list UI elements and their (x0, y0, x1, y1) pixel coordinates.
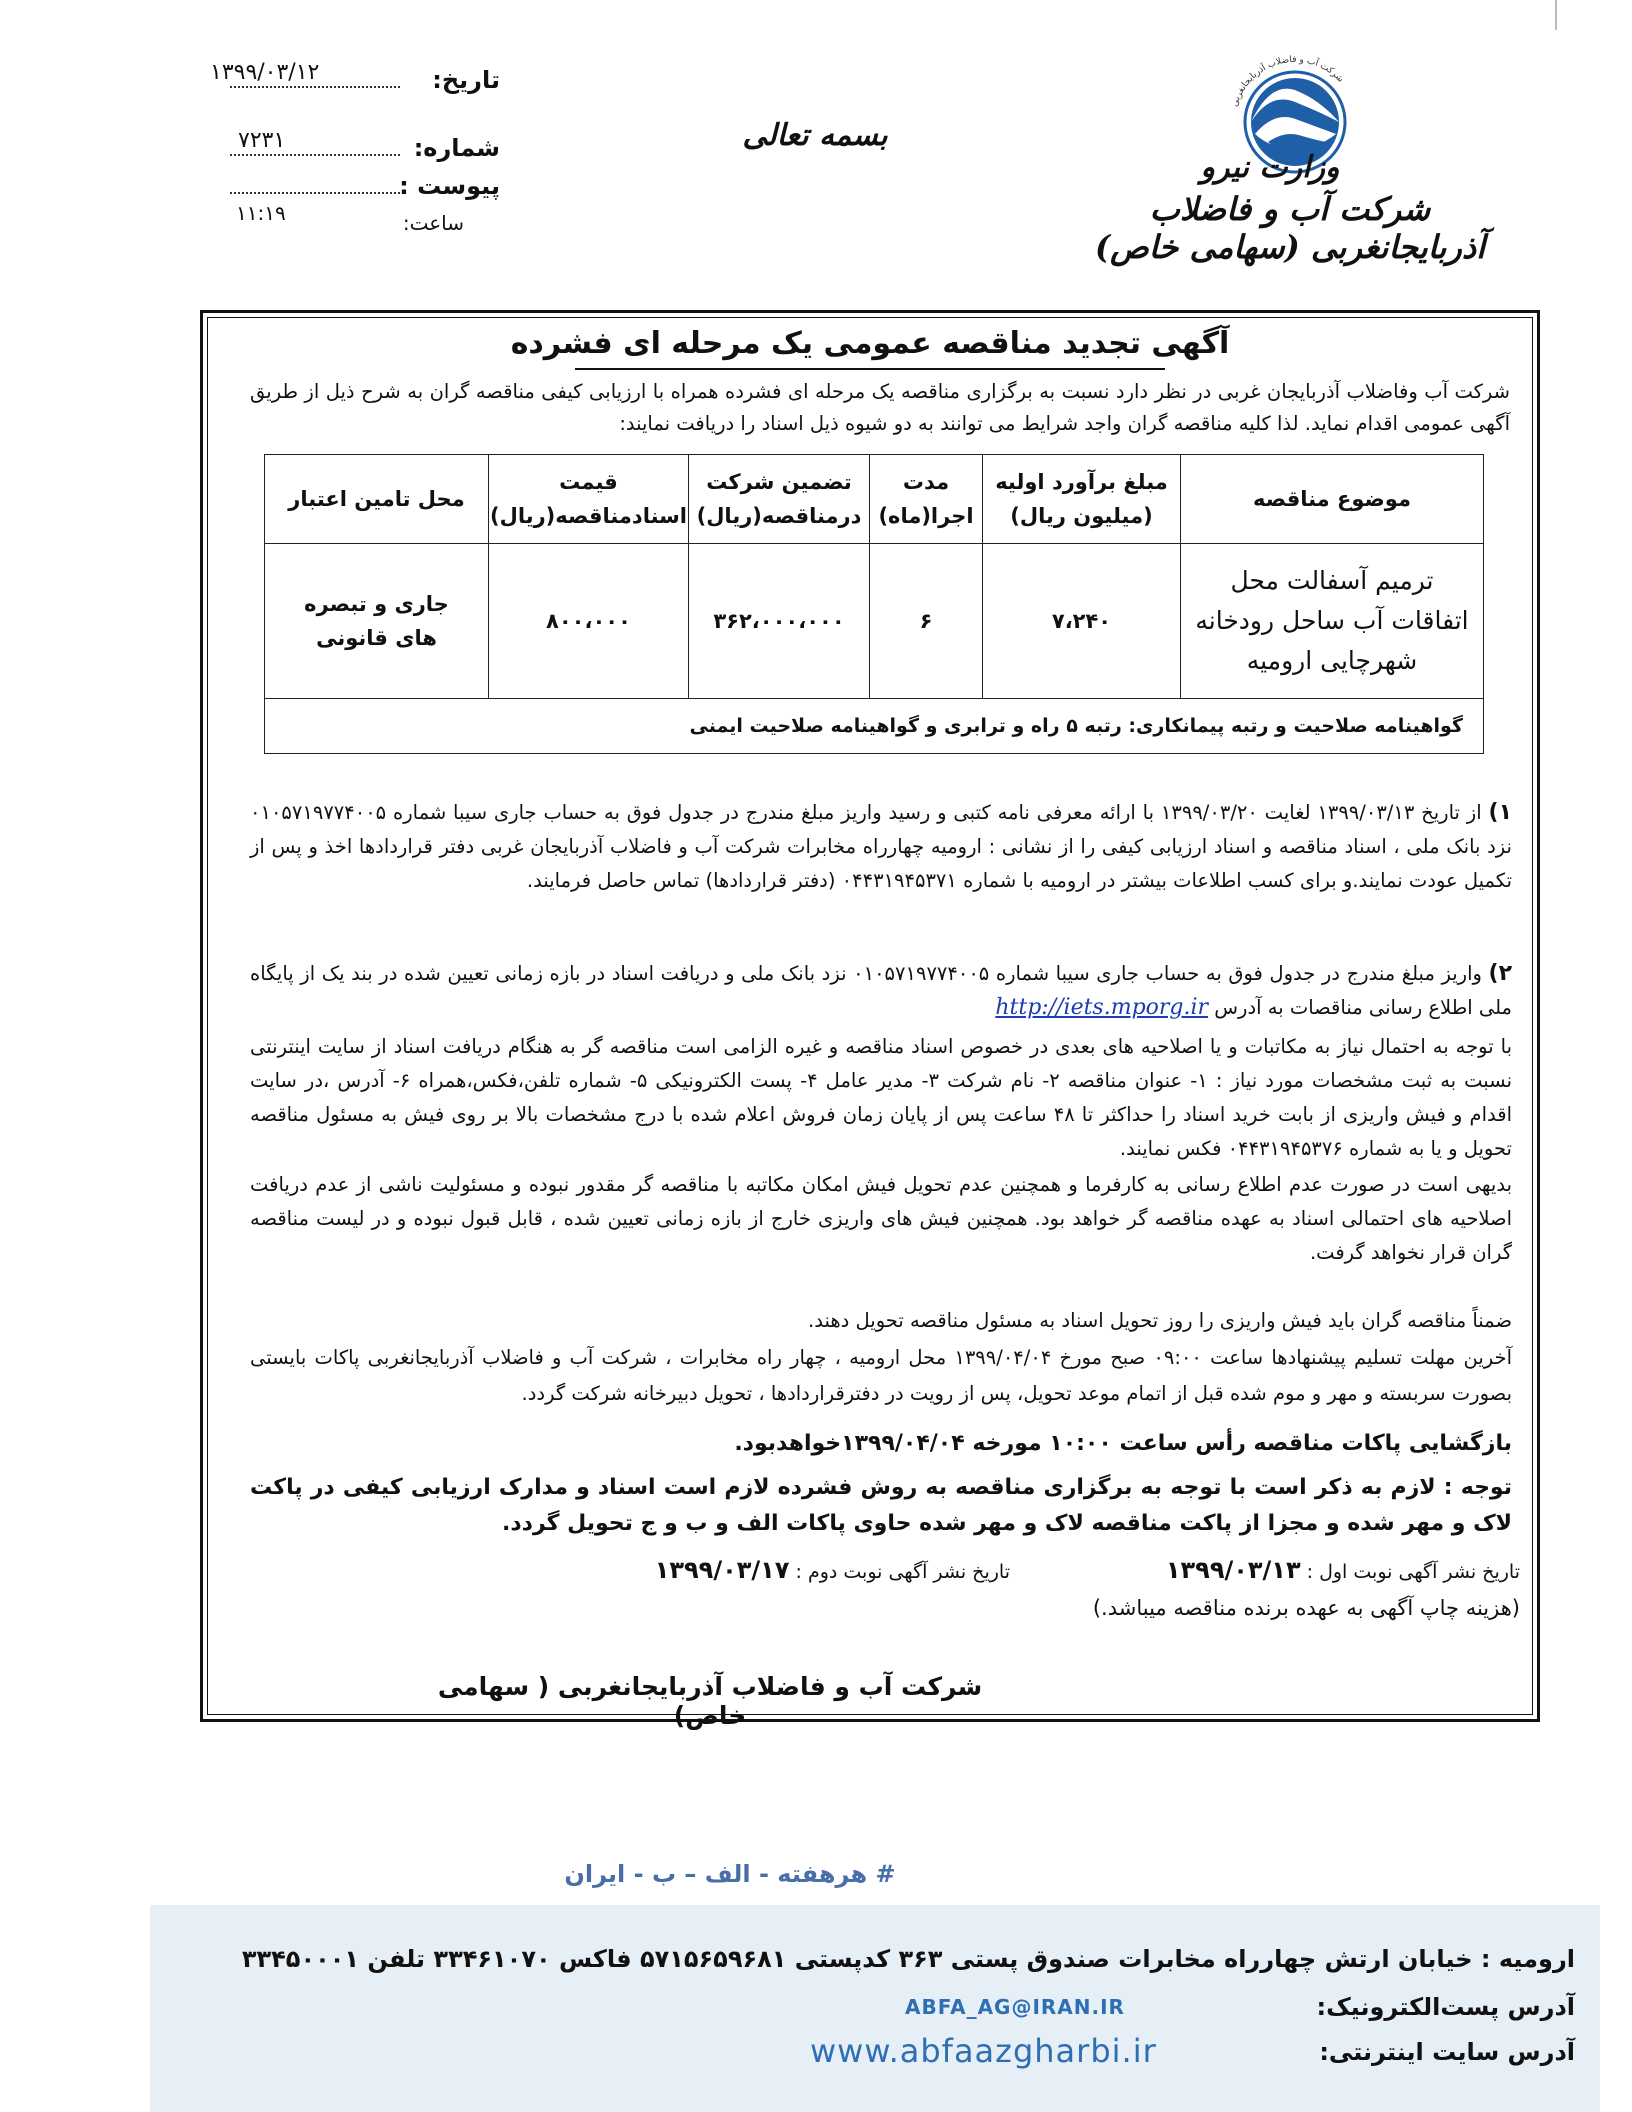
signature-company: شرکت آب و فاضلاب آذربایجانغربی ( سهامی خاص) (437, 1672, 983, 1730)
qualification-cell: گواهینامه صلاحیت و رتبه پیمانکاری: رتبه ۵ راه و ترابری و گواهینامه صلاحیت ایمنی (265, 699, 1484, 754)
intro-paragraph: شرکت آب وفاضلاب آذربایجان غربی در نظر دارد نسبت به برگزاری مناقصه یک مرحله ای فشرده همراه با ارزیابی کیفی مناقصه گران به شرح ذیل از طریق آگهی عمومی اقدام نماید. لذا کلیه مناقصه گران واجد شرایط می توانند به دو شیوه ذیل اسناد را دریافت نمایند: (250, 380, 1510, 435)
cell-duration: ۶ (870, 544, 983, 699)
header-funding: محل تامین اعتبار (265, 455, 489, 544)
scan-edge (1555, 0, 1557, 30)
date-value: ۱۳۹۹/۰۳/۱۲ (210, 60, 320, 85)
table-header-row (265, 455, 1484, 544)
pub2-date: ۱۳۹۹/۰۳/۱۷ (654, 1556, 790, 1584)
attachment-label: پیوست : (399, 172, 500, 200)
notice-title: آگهی تجدید مناقصه عمومی یک مرحله ای فشرده (510, 326, 1230, 361)
time-row (200, 201, 500, 245)
paragraph-receipt: ضمناً مناقصه گران باید فیش واریزی را روز تحویل اسناد به مسئول مناقصه تحویل دهند. (808, 1309, 1512, 1332)
company-name: شرکت آب و فاضلاب آذربایجانغربی (سهامی خاص) (1094, 190, 1486, 266)
header-guarantee: تضمین شرکت درمناقصه(ریال) (689, 455, 870, 544)
paragraph-note: توجه : لازم به ذکر است با توجه به برگزاری مناقصه به روش فشرده لازم است اسناد و مدارک ارزیابی کیفی در پاکت لاک و مهر شده و مجزا از پاکت مناقصه لاک و مهر شده حاوی پاکات الف و ب و ج تحویل گردد. (250, 1475, 1512, 1536)
time-label: ساعت: (402, 211, 464, 235)
time-value: ۱۱:۱۹ (236, 201, 286, 225)
bismillah: بسمه تعالی (742, 118, 888, 153)
printing-cost-note: (هزینه چاپ آگهی به عهده برنده مناقصه میباشد.) (1092, 1596, 1520, 1620)
cell-estimate: ۷،۲۴۰ (983, 544, 1181, 699)
tender-table (264, 454, 1484, 754)
number-label: شماره: (413, 134, 500, 162)
paragraph-requirements: با توجه به احتمال نیاز به مکاتبات و یا اصلاحیه های بعدی در خصوص اسناد مناقصه و غیره الزامی است مناقصه گر به هنگام دریافت اسناد از سایت اینترنتی نسبت به ثبت مشخصات مورد نیاز : ۱- عنوان مناقصه ۲- نام شرکت ۳- مدیر عامل ۴- پست الکترونیکی ۵- شماره تلفن،فکس،همراه ۶- آدرس ،در سایت اقدام و فیش واریزی از بابت خرید اسناد را حداکثر تا ۴۸ ساعت پس از پایان زمان فروش اعلام شده با درج مشخصات بالا بر روی فیش به مسئول مناقصه تحویل و یا به شماره ۰۴۴۳۱۹۴۵۳۷۶ فکس نمایند. (250, 1035, 1513, 1160)
table-row (265, 544, 1484, 699)
footer-address: ارومیه : خیابان ارتش چهارراه مخابرات صندوق پستی ۳۶۳ کدپستی ۵۷۱۵۶۵۹۶۸۱ فاکس ۳۳۴۶۱۰۷۰ تلفن ۳۳۴۵۰۰۰۱ (241, 1945, 1575, 1973)
header-subject: موضوع مناقصه (1181, 455, 1484, 544)
logo-arc-text: شرکت آب و فاضلاب آذربایجانغربی (1230, 54, 1346, 109)
item-1-number: ۱) (1488, 800, 1512, 825)
hashtag: # هرهفته - الف – ب - ایران (564, 1860, 896, 1888)
item-2-text: واریز مبلغ مندرج در جدول فوق به حساب جاری سیبا شماره ۰۱۰۵۷۱۹۷۷۴۰۰۵ نزد بانک ملی و دریافت اسناد در بازه زمانی تعیین شده در بند یک از پایگاه ملی اطلاع رسانی مناقصات به آدرس (250, 962, 1512, 1019)
paragraph-deadline: آخرین مهلت تسلیم پیشنهادها ساعت ۰۹:۰۰ صبح مورخ ۱۳۹۹/۰۴/۰۴ محل ارومیه ، چهار راه مخابرات ، شرکت آب و فاضلاب آذربایجانغربی پاکات بایستی بصورت سربسته و مهر و موم شده قبل از اتمام موعد تحویل، پس از رویت در دفترقراردادها ، تحویل دبیرخانه شرکت گردد. (250, 1346, 1512, 1405)
table-footer-row (265, 699, 1484, 754)
paragraph-opening: بازگشایی پاکات مناقصه رأس ساعت ۱۰:۰۰ مورخه ۱۳۹۹/۰۴/۰۴خواهدبود. (734, 1431, 1512, 1456)
item-2 (250, 957, 1512, 1025)
cell-subject: ترمیم آسفالت محل اتفاقات آب ساحل رودخانه شهرچایی ارومیه (1181, 544, 1484, 699)
iets-link[interactable]: http://iets.mporg.ir (995, 995, 1209, 1020)
pub1-label: تاریخ نشر آگهی نوبت اول : (1306, 1561, 1520, 1583)
cell-guarantee: ۳۶۲،۰۰۰،۰۰۰ (689, 544, 870, 699)
number-row (200, 100, 500, 180)
date-label: تاریخ: (432, 66, 500, 94)
number-value: ۷۲۳۱ (238, 128, 286, 153)
header-estimate: مبلغ برآورد اولیه (میلیون ریال) (983, 455, 1181, 544)
cell-funding: جاری و تبصره های قانونی (265, 544, 489, 699)
footer-email[interactable]: ABFA_AG@IRAN.IR (905, 1995, 1125, 2019)
publication-second (540, 1556, 1010, 1584)
title-underline (575, 368, 1165, 370)
footer-web-label: آدرس سایت اینترنتی: (1319, 2038, 1575, 2066)
header-duration: مدت اجرا(ماه) (870, 455, 983, 544)
item-2-number: ۲) (1488, 961, 1513, 986)
footer-website[interactable]: www.abfaazgharbi.ir (810, 2032, 1157, 2070)
item-1-text: از تاریخ ۱۳۹۹/۰۳/۱۳ لغایت ۱۳۹۹/۰۳/۲۰ با ارائه معرفی نامه کتبی و رسید واریز مبلغ مندرج در جدول فوق به حساب جاری سیبا شماره ۰۱۰۵۷۱۹۷۷۴۰۰۵ نزد بانک ملی ، اسناد مناقصه و اسناد ارزیابی کیفی را از نشانی : ارومیه چهارراه مخابرات شرکت آب و فاضلاب آذربایجان غربی دفتر قراردادها اخذ و پس از تکمیل عودت نمایند.و برای کسب اطلاعات بیشتر در ارومیه با شماره ۰۴۴۳۱۹۴۵۳۷۱ (دفتر قراردادها) تماس حاصل فرمایند. (250, 801, 1512, 892)
pub2-label: تاریخ نشر آگهی نوبت دوم : (795, 1561, 1010, 1583)
footer-email-label: آدرس پست‌الکترونیک: (1316, 1993, 1575, 2021)
ministry-name: وزارت نیرو (1200, 150, 1340, 185)
header-price: قیمت اسنادمناقصه(ریال) (489, 455, 689, 544)
cell-price: ۸۰۰،۰۰۰ (489, 544, 689, 699)
pub1-date: ۱۳۹۹/۰۳/۱۳ (1165, 1556, 1301, 1584)
item-1 (250, 796, 1512, 898)
publication-first (1050, 1556, 1520, 1584)
date-row (200, 60, 500, 100)
paragraph-notification: بدیهی است در صورت عدم اطلاع رسانی به کارفرما و همچنین عدم تحویل فیش امکان مکاتبه با مناقصه گر مقدور نبوده و مسئولیت ناشی از عدم دریافت اصلاحیه های احتمالی اسناد به عهده مناقصه گر خواهد بود. همچنین فیش های واریزی خارج از بازه زمانی تعیین شده ، قابل قبول نبوده و در لیست مناقصه گران قرار نخواهد گرفت. (250, 1173, 1512, 1264)
